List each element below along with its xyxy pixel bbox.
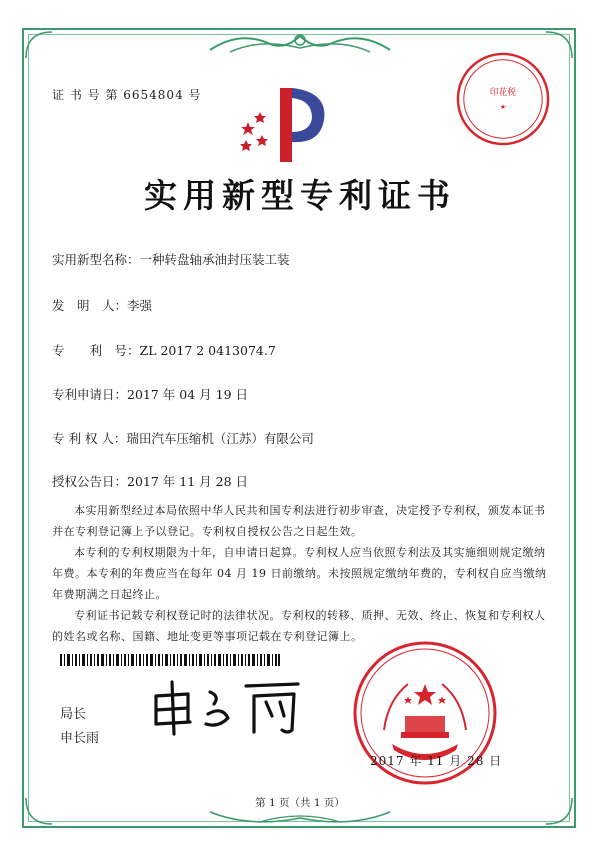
paragraph-1: 本实用新型经过本局依照中华人民共和国专利法进行初步审查，决定授予专利权，颁发本证书并在专利登记簿上予以登记。专利权自授权公告之日起生效。 <box>52 504 546 538</box>
director-name: 申长雨 <box>60 731 100 746</box>
corner-ornament-icon <box>24 30 54 60</box>
tax-stamp <box>454 50 552 148</box>
field-inventor: 发 明 人：李强 <box>52 298 153 313</box>
cnipa-logo-icon <box>236 80 336 170</box>
field-grant-date: 授权公告日：2017 年 11 月 28 日 <box>52 474 249 489</box>
handwritten-signature <box>148 672 308 742</box>
paragraph-3: 专利证书记载专利权登记时的法律状况。专利权的转移、质押、无效、终止、恢复和专利权人的姓名或名称、国籍、地址变更等事项记载在专利登记簿上。 <box>52 609 546 643</box>
tax-stamp-inner-text: 印花税 <box>489 88 517 99</box>
barcode-icon <box>60 654 280 666</box>
page-number: 第 1 页（共 1 页） <box>255 797 345 809</box>
svg-text:★: ★ <box>499 102 507 111</box>
paragraph-2: 本专利的专利权期限为十年，自申请日起算。专利权人应当依照专利法及其实施细则规定缴纳年费。本专利的年费应当在每年 04 月 19 日前缴纳。未按照规定缴纳年费的，专利权自应当缴纳年费期满之日起终止。 <box>52 546 547 601</box>
bottom-ornament-icon <box>200 808 400 830</box>
certificate-number: 证 书 号 第 6654804 号 <box>52 88 202 102</box>
field-utility-model-name: 实用新型名称：一种转盘轴承油封压装工装 <box>52 252 290 267</box>
field-application-date: 专利申请日：2017 年 04 月 19 日 <box>52 387 249 402</box>
field-patent-number: 专 利 号：ZL 2017 2 0413074.7 <box>52 343 276 358</box>
top-ornament-icon <box>200 30 400 60</box>
director-title: 局长 <box>60 707 87 722</box>
seal-date: 2017 年 11 月 28 日 <box>370 754 503 768</box>
certificate-title: 实用新型专利证书 <box>144 176 456 215</box>
field-patentee: 专 利 权 人：瑞田汽车压缩机（江苏）有限公司 <box>52 431 314 446</box>
